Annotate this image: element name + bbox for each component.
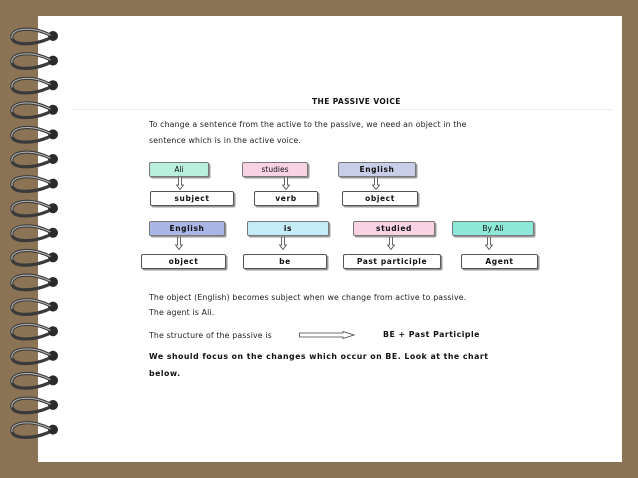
- active-object-label: object: [342, 191, 418, 206]
- down-arrow-icon: [176, 177, 184, 190]
- active-subject-label: subject: [150, 191, 234, 206]
- explanation-line-2: The agent is Ali.: [149, 308, 215, 317]
- structure-formula: BE + Past Participle: [383, 330, 480, 339]
- spiral-ring: [12, 29, 58, 44]
- spiral-ring: [12, 324, 58, 339]
- down-arrow-icon: [485, 237, 493, 250]
- passive-agent-label: Agent: [461, 254, 538, 269]
- explanation-line-1: The object (English) becomes subject when we change from active to passive.: [149, 293, 467, 302]
- notebook-page: [38, 16, 622, 462]
- active-verb-word: studies: [242, 162, 308, 177]
- down-arrow-icon: [282, 177, 290, 190]
- spiral-ring: [12, 103, 58, 118]
- spiral-binding: [0, 0, 80, 478]
- spiral-ring: [12, 374, 58, 389]
- passive-subject-word: English: [149, 221, 225, 236]
- spiral-ring: [12, 226, 58, 241]
- passive-be-label: be: [243, 254, 327, 269]
- spiral-ring: [12, 54, 58, 69]
- right-arrow-icon: [299, 331, 355, 339]
- active-object-word: English: [338, 162, 416, 177]
- spiral-ring: [12, 275, 58, 290]
- spiral-ring: [12, 251, 58, 266]
- spiral-ring: [12, 349, 58, 364]
- passive-participle-word: studied: [353, 221, 435, 236]
- passive-agent-word: By Ali: [452, 221, 534, 236]
- focus-line-2: below.: [149, 369, 181, 378]
- passive-object-label: object: [141, 254, 226, 269]
- intro-line-1: To change a sentence from the active to the passive, we need an object in the: [149, 120, 467, 129]
- focus-line-1: We should focus on the changes which occur on BE. Look at the chart: [149, 352, 489, 361]
- page-title: THE PASSIVE VOICE: [312, 97, 401, 106]
- spiral-ring: [12, 152, 58, 167]
- spiral-ring: [12, 177, 58, 192]
- spiral-ring: [12, 201, 58, 216]
- spiral-ring: [12, 423, 58, 438]
- page-rule-line: [72, 109, 612, 110]
- intro-line-2: sentence which is in the active voice.: [149, 136, 301, 145]
- spiral-ring: [12, 398, 58, 413]
- down-arrow-icon: [372, 177, 380, 190]
- passive-participle-label: Past participle: [343, 254, 441, 269]
- active-subject-word: Ali: [149, 162, 209, 177]
- down-arrow-icon: [279, 237, 287, 250]
- spiral-ring: [12, 128, 58, 143]
- passive-be-word: is: [247, 221, 329, 236]
- structure-label: The structure of the passive is: [149, 331, 272, 340]
- down-arrow-icon: [175, 237, 183, 250]
- active-verb-label: verb: [254, 191, 318, 206]
- spiral-ring: [12, 78, 58, 93]
- down-arrow-icon: [387, 237, 395, 250]
- spiral-ring: [12, 300, 58, 315]
